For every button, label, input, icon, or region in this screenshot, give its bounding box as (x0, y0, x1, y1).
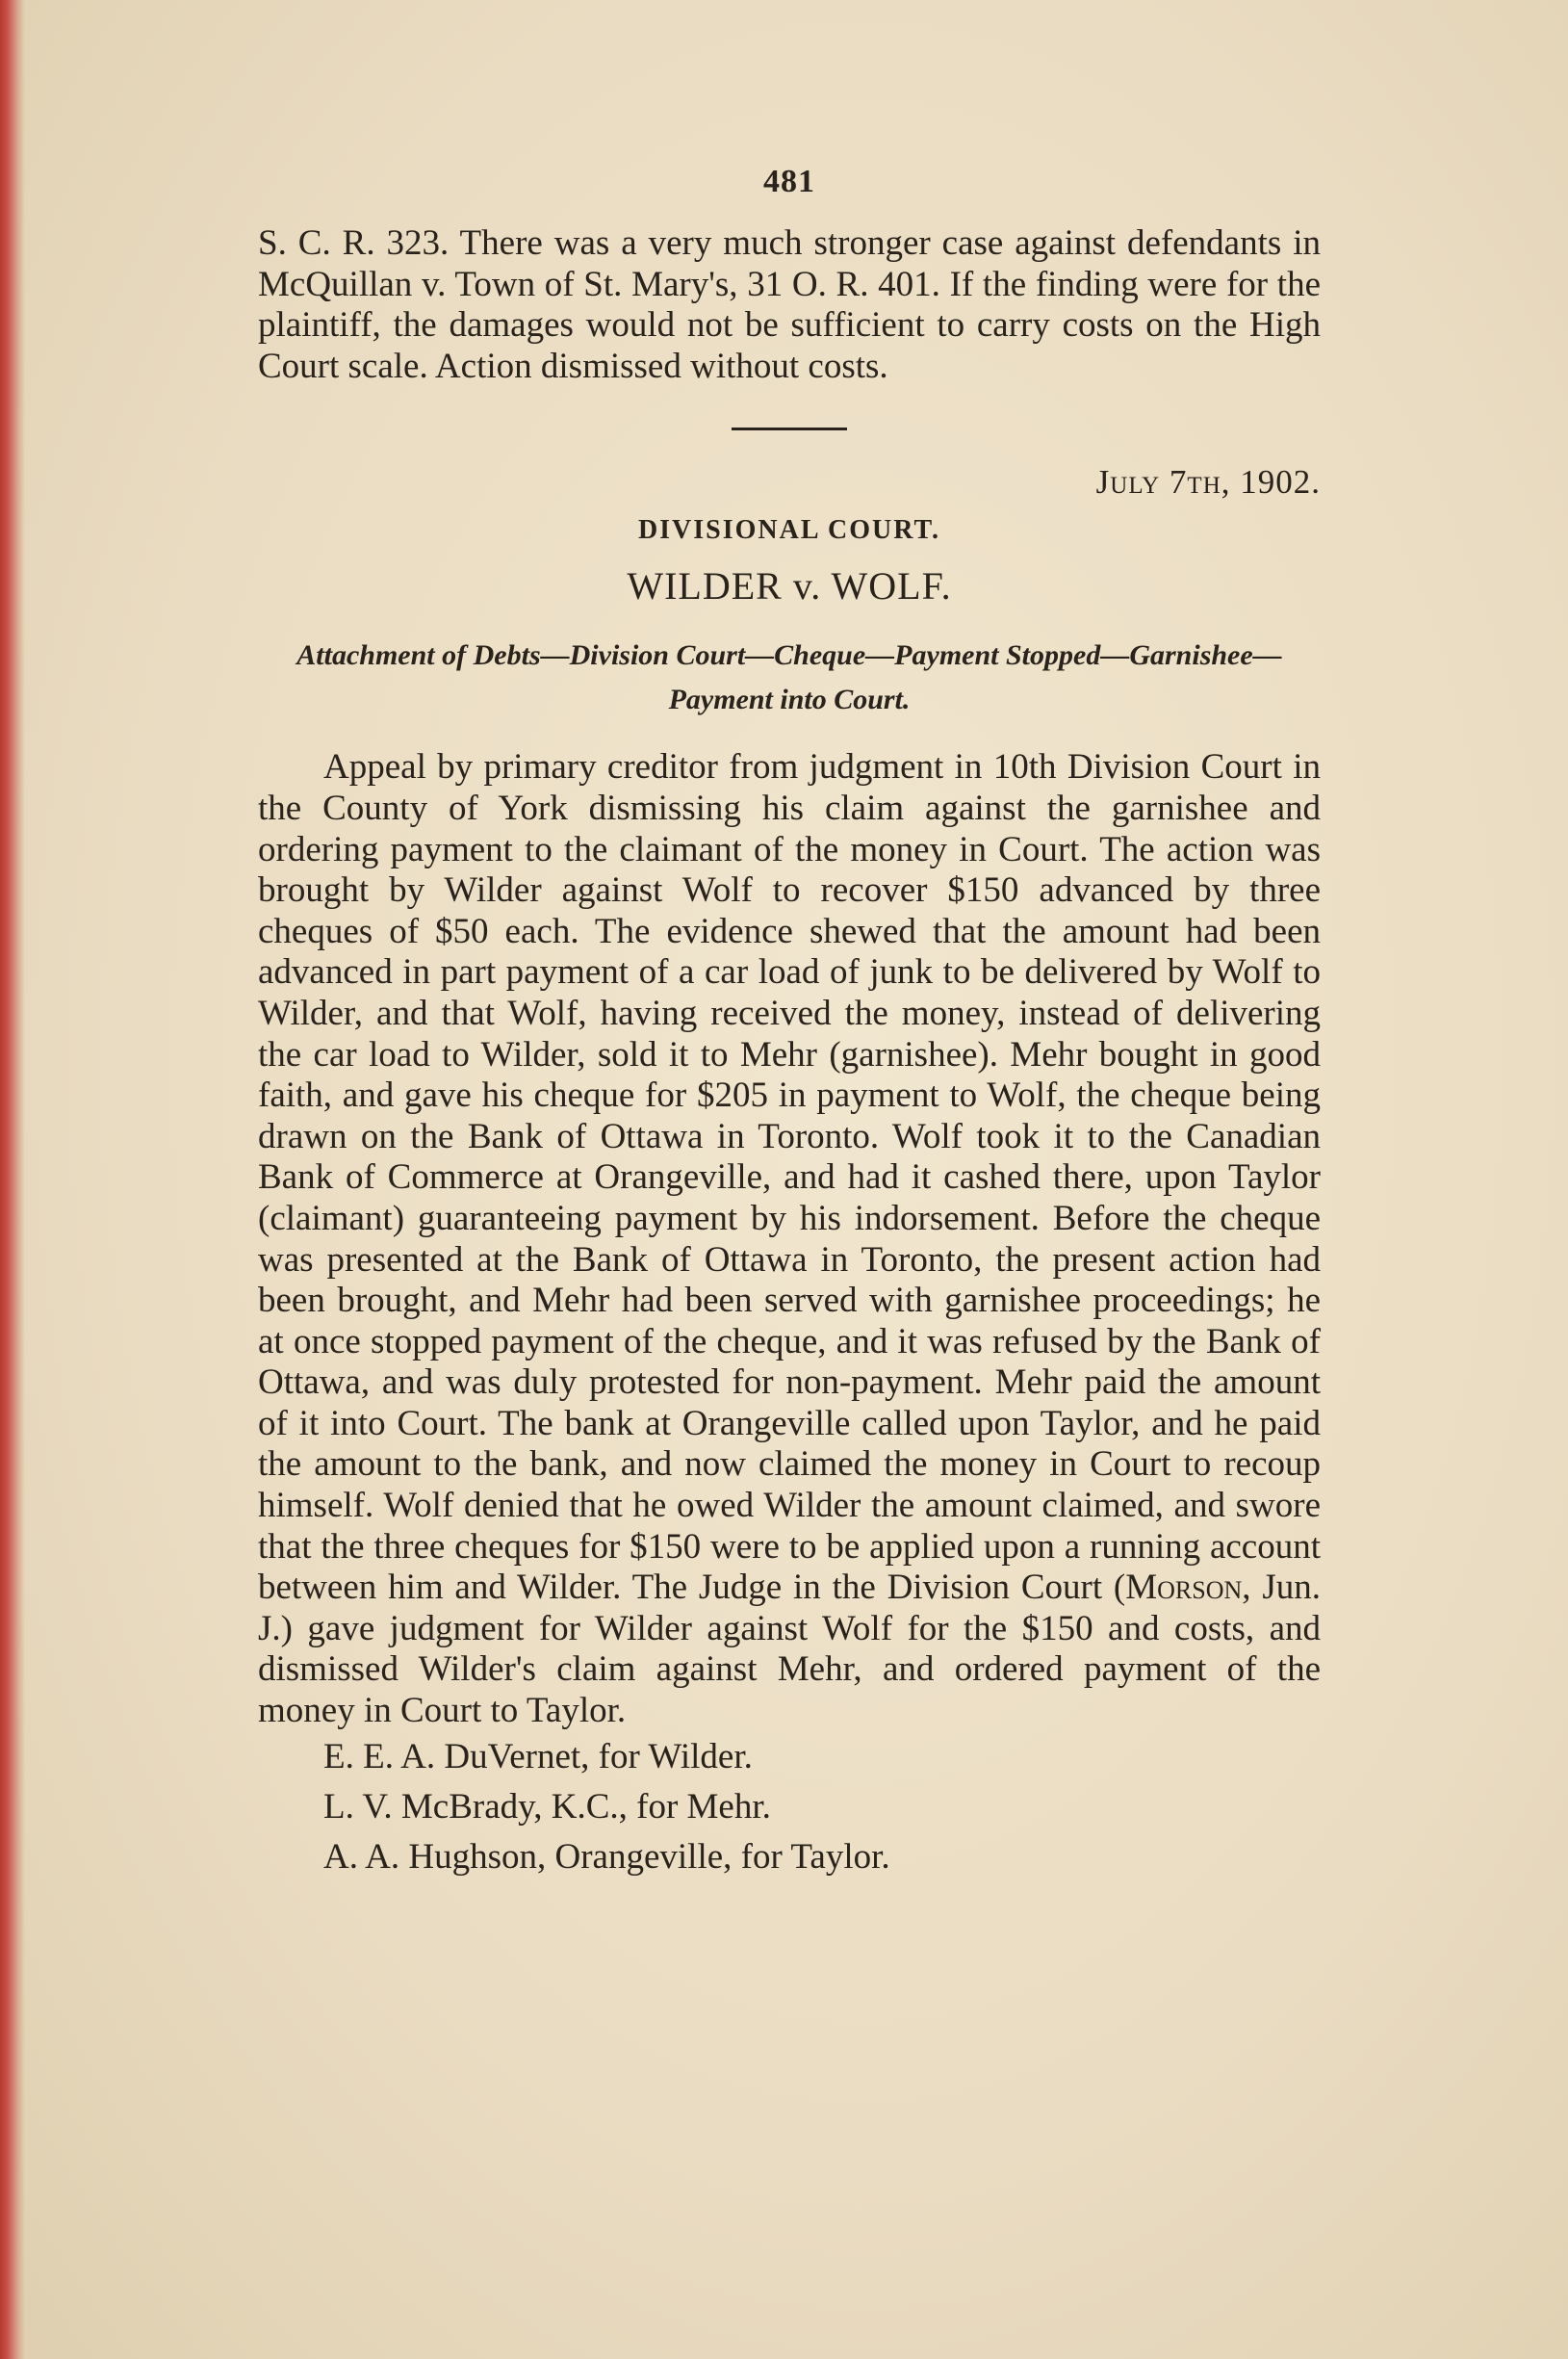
decision-date-text: July 7th, 1902. (1095, 463, 1321, 502)
judge-name: Morson (1125, 1568, 1243, 1608)
counsel-line: A. A. Hughson, Orangeville, for Taylor. (323, 1836, 890, 1877)
body-paragraph (258, 747, 1321, 1731)
body-text-part-2: , Jun. J.) gave judgment for Wilder against Wolf for the $150 and costs, and dismissed Wilder's claim against Mehr, and ordered payment of the money in Court to Taylor. (258, 1568, 1321, 1731)
headnote: Attachment of Debts—Division Court—Cheque—Payment Stopped—Garnishee—Payment into Court. (296, 639, 1282, 716)
section-divider (732, 428, 847, 430)
page-content (258, 164, 1321, 1882)
page-number: 481 (763, 164, 815, 199)
counsel-line: E. E. A. DuVernet, for Wilder. (323, 1736, 753, 1776)
counsel-list (258, 1732, 1321, 1882)
counsel-line: L. V. McBrady, K.C., for Mehr. (323, 1786, 771, 1827)
case-title: WILDER v. WOLF. (627, 564, 952, 609)
opening-paragraph: S. C. R. 323. There was a very much stronger case against defendants in McQuillan v. Town of St. Mary's, 31 O. R. 401. If the finding were for the plaintiff, the damages would not be sufficient to carry costs on the High Court scale. Action dismissed without costs. (258, 223, 1321, 386)
decision-date (258, 463, 1321, 502)
court-name: DIVISIONAL COURT. (637, 515, 941, 546)
body-text-part-1: Appeal by primary creditor from judgment in 10th Division Court in the County of York dismissing his claim against the garnishee and ordering payment to the claimant of the money in Court. The action was brought by Wilder against Wolf to recover $150 advanced by three cheques of $50 each. The evidence shewed that the amount had been advanced in part payment of a car load of junk to be delivered by Wolf to Wilder, and that Wolf, having received the money, instead of delivering the car load to Wilder, sold it to Mehr (garnishee). Mehr bought in good faith, and gave his cheque for $205 in payment to Wolf, the cheque being drawn on the Bank of Ottawa in Toronto. Wolf took it to the Canadian Bank of Commerce at Orangeville, and had it cashed there, upon Taylor (claimant) guaranteeing payment by his indorsement. Before the cheque was presented at the Bank of Ottawa in Toronto, the present action had been brought, and Mehr had been served with garnishee proceedings; he at once stopped payment of the cheque, and it was refused by the Bank of Ottawa, and was duly protested for non-payment. Mehr paid the amount of it into Court. The bank at Orangeville called upon Taylor, and he paid the amount to the bank, and now claimed the money in Court to recoup himself. Wolf denied that he owed Wilder the amount claimed, and swore that the three cheques for $150 were to be applied upon a running account between him and Wilder. The Judge in the Division Court ( (258, 747, 1321, 1608)
book-spine-edge (0, 0, 25, 2359)
